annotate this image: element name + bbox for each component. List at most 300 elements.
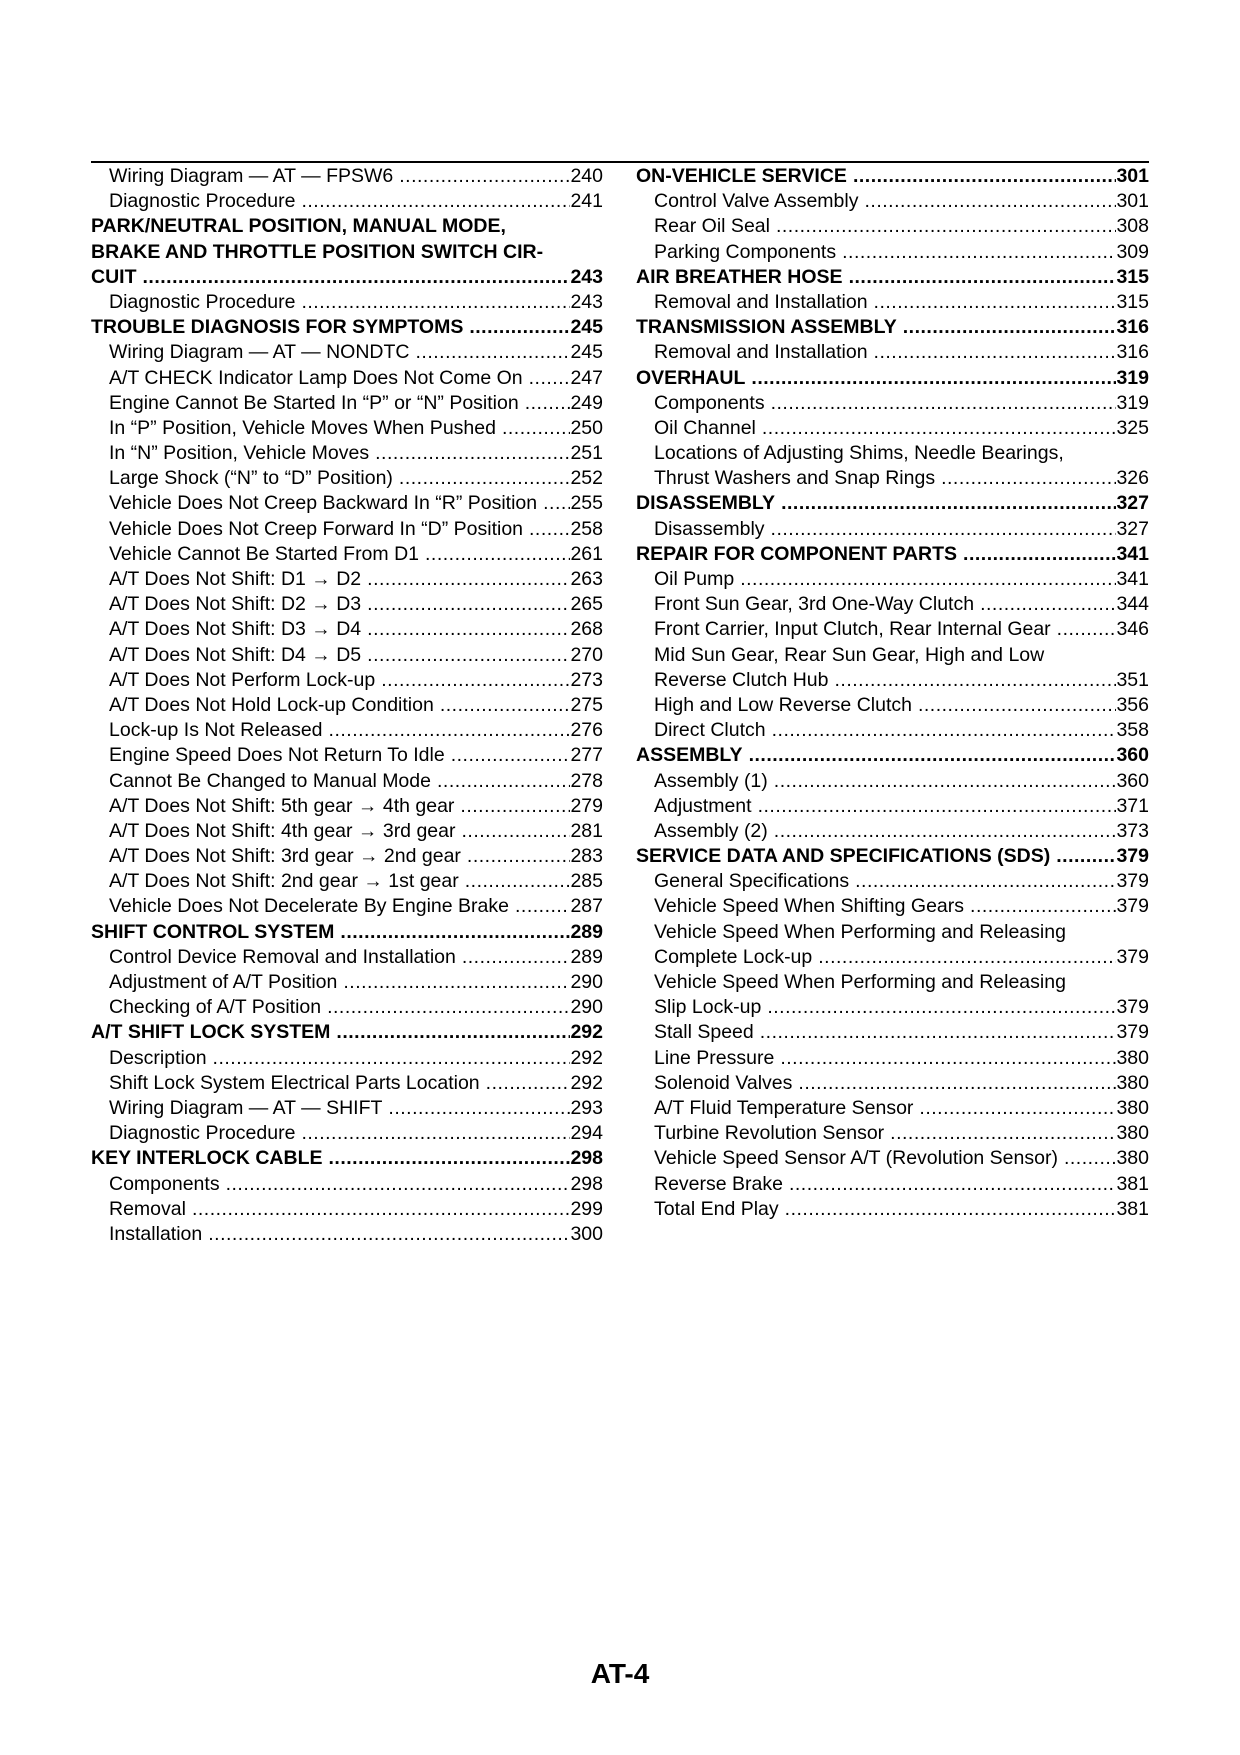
toc-entry[interactable] [91,366,603,391]
dot-leader [409,340,570,365]
toc-entry-title: ON-VEHICLE SERVICE [636,165,847,187]
toc-entry[interactable] [91,391,603,416]
toc-entry-title: Engine Cannot Be Started In “P” or “N” Position [109,391,519,414]
toc-page-number: 240 [570,165,603,187]
toc-entry[interactable] [636,995,1149,1020]
toc-entry-title: Reverse Brake [654,1172,783,1195]
toc-page-number: 289 [570,920,603,943]
toc-entry[interactable] [91,290,603,315]
toc-entry-title: Mid Sun Gear, Rear Sun Gear, High and Low [654,643,1045,666]
toc-entry-title: A/T Does Not Shift: D1 → D2 [109,568,362,590]
toc-page-number: 292 [570,1046,603,1069]
dot-leader [463,315,570,340]
toc-section-entry[interactable] [91,1020,603,1045]
toc-entry[interactable] [636,189,1149,214]
dot-leader [361,617,570,642]
toc-entry[interactable] [91,567,603,592]
toc-page-number: 316 [1116,316,1149,339]
toc-entry[interactable] [91,189,603,214]
toc-page-number: 308 [1116,215,1149,238]
toc-entry-title: Direct Clutch [654,719,766,742]
toc-page-number: 380 [1116,1122,1149,1145]
toc-page-number: 326 [1116,467,1149,490]
toc-entry-title: Slip Lock-up [654,996,762,1019]
toc-entry-continued [636,441,1149,466]
toc-entry[interactable] [636,1146,1149,1171]
toc-entry-title: Adjustment [654,794,752,817]
toc-entry-title: KEY INTERLOCK CABLE [91,1147,323,1170]
toc-entry-continued [636,920,1149,945]
toc-entry-title: High and Low Reverse Clutch [654,693,912,716]
toc-page-number: 270 [570,643,603,666]
toc-page-number: 249 [570,391,603,414]
toc-entry-title: Removal and Installation [654,290,868,313]
toc-page-number: 309 [1116,240,1149,263]
toc-page-number: 289 [570,945,603,968]
dot-leader [330,1020,570,1045]
dot-leader [849,869,1116,894]
toc-entry-title: OVERHAUL [636,366,746,389]
toc-entry[interactable] [91,819,603,844]
dot-leader [913,1096,1116,1121]
toc-section-entry[interactable] [636,491,1149,516]
toc-entry[interactable] [91,970,603,995]
toc-entry-title: A/T Does Not Perform Lock-up [109,668,376,691]
toc-page-number: 315 [1116,265,1149,288]
toc-entry[interactable] [636,240,1149,265]
toc-entry-title: BRAKE AND THROTTLE POSITION SWITCH CIR- [91,240,544,263]
toc-page-number: 247 [570,366,603,389]
toc-entry-title: Diagnostic Procedure [109,290,296,313]
dot-leader [1058,1146,1116,1171]
toc-entry[interactable] [636,592,1149,617]
toc-entry[interactable] [91,718,603,743]
toc-entry-title: Oil Pump [654,568,735,590]
dot-leader [912,693,1116,718]
toc-page-number: 252 [570,467,603,490]
toc-page-number: 300 [570,1222,603,1245]
toc-section-entry[interactable] [91,920,603,945]
toc-page-number: 301 [1116,190,1149,213]
toc-entry-title: Line Pressure [654,1046,775,1069]
toc-page-number: 346 [1116,618,1149,641]
toc-right-column [636,164,1149,1222]
toc-entry-title: A/T Does Not Hold Lock-up Condition [109,693,434,716]
dot-leader [461,844,571,869]
toc-entry[interactable] [636,1121,1149,1146]
toc-entry[interactable] [91,164,603,189]
toc-section-entry[interactable] [91,315,603,340]
dot-leader [745,366,1116,391]
toc-entry[interactable] [91,491,603,516]
toc-entry[interactable] [91,441,603,466]
toc-entry[interactable] [91,466,603,491]
dot-leader [1050,844,1116,869]
dot-leader [202,1222,570,1247]
dot-leader [509,894,570,919]
dot-leader [884,1121,1116,1146]
toc-entry-title: A/T Does Not Shift: D4 → D5 [109,643,362,666]
toc-entry-title: Total End Play [654,1197,779,1220]
toc-page-number: 243 [570,290,603,313]
toc-entry-title: In “N” Position, Vehicle Moves [109,442,370,465]
toc-page-number: 273 [570,668,603,691]
dot-leader [957,542,1116,567]
dot-leader [137,265,571,290]
dot-leader [459,869,571,894]
toc-section-entry[interactable] [91,265,603,290]
dot-leader [454,794,570,819]
toc-entry-title: Thrust Washers and Snap Rings [654,467,936,490]
toc-page-number: 299 [570,1197,603,1220]
toc-page-number: 298 [570,1147,603,1170]
toc-entry[interactable] [91,542,603,567]
toc-page-number: 255 [570,492,603,515]
toc-entry-title: Vehicle Does Not Decelerate By Engine Brake [109,895,509,918]
toc-entry[interactable] [91,894,603,919]
toc-entry-title: A/T Fluid Temperature Sensor [654,1096,914,1119]
dot-leader [843,265,1117,290]
toc-page-number: 287 [570,895,603,918]
toc-entry[interactable] [636,869,1149,894]
toc-entry-title: Engine Speed Does Not Return To Idle [109,744,445,767]
dot-leader [752,794,1117,819]
toc-entry[interactable] [636,1172,1149,1197]
toc-entry[interactable] [91,416,603,441]
toc-entry-title: AIR BREATHER HOSE [636,265,843,288]
toc-section-entry[interactable] [91,1146,603,1171]
dot-leader [523,366,571,391]
toc-page-number: 276 [570,719,603,742]
toc-entry[interactable] [636,945,1149,970]
dot-leader [361,643,570,668]
toc-entry-title: ASSEMBLY [636,744,743,767]
toc-entry-title: TROUBLE DIAGNOSIS FOR SYMPTOMS [91,316,464,339]
toc-page-number: 380 [1116,1147,1149,1170]
dot-leader [393,466,571,491]
toc-page-number: 380 [1116,1071,1149,1094]
toc-page-number: 380 [1116,1046,1149,1069]
toc-entry[interactable] [636,1020,1149,1045]
toc-page-number: 315 [1116,290,1149,313]
toc-entry-title: Installation [109,1222,203,1245]
toc-page-number: 285 [570,870,603,893]
toc-entry-title: Control Valve Assembly [654,190,859,213]
toc-entry[interactable] [636,466,1149,491]
toc-entry-title: REPAIR FOR COMPONENT PARTS [636,542,958,565]
toc-entry-title: Removal [109,1197,186,1220]
dot-leader [323,1146,571,1171]
toc-page-number: 380 [1116,1096,1149,1119]
dot-leader [337,970,570,995]
toc-page-number: 298 [570,1172,603,1195]
toc-entry-title: Wiring Diagram — AT — SHIFT [109,1096,383,1119]
toc-entry-title: CUIT [91,265,137,288]
toc-page-number: 381 [1116,1197,1149,1220]
toc-entry[interactable] [91,844,603,869]
toc-section-entry[interactable] [636,844,1149,869]
dot-leader [220,1172,571,1197]
toc-entry-title: Vehicle Speed When Shifting Gears [654,895,965,918]
toc-entry[interactable] [636,416,1149,441]
dot-leader [434,693,571,718]
toc-entry[interactable] [91,1197,603,1222]
toc-page-number: 279 [570,794,603,817]
toc-page-number: 381 [1116,1172,1149,1195]
toc-entry[interactable] [636,668,1149,693]
toc-entry-title: A/T SHIFT LOCK SYSTEM [91,1021,331,1044]
toc-page-number: 275 [570,693,603,716]
toc-entry[interactable] [636,894,1149,919]
toc-entry-title: Control Device Removal and Installation [109,945,456,968]
toc-entry[interactable] [636,391,1149,416]
dot-leader [836,240,1116,265]
dot-leader [321,995,570,1020]
toc-entry-title: Stall Speed [654,1021,754,1044]
toc-entry-title: DISASSEMBLY [636,492,776,515]
dot-leader [323,718,571,743]
toc-entry[interactable] [636,567,1149,592]
toc-entry[interactable] [91,1172,603,1197]
toc-entry-title: Vehicle Cannot Be Started From D1 [109,542,419,565]
dot-leader [519,391,571,416]
toc-entry-title: TRANSMISSION ASSEMBLY [636,316,897,339]
toc-page-number: 245 [570,341,603,364]
toc-entry-title: Components [654,391,765,414]
dot-leader [770,214,1116,239]
toc-entry-title: SHIFT CONTROL SYSTEM [91,920,335,943]
toc-page-number: 327 [1116,517,1149,540]
dot-leader [754,1020,1117,1045]
toc-entry[interactable] [91,869,603,894]
toc-entry-title: Vehicle Does Not Creep Backward In “R” Position [109,492,538,515]
toc-page-number: 283 [570,845,603,868]
toc-page-number: 294 [570,1122,603,1145]
toc-entry-title: Reverse Clutch Hub [654,668,829,691]
toc-entry[interactable] [636,718,1149,743]
toc-page-number: 371 [1116,794,1149,817]
toc-section-entry[interactable] [636,743,1149,768]
toc-entry[interactable] [91,945,603,970]
toc-entry[interactable] [636,1046,1149,1071]
dot-leader [186,1197,571,1222]
dot-leader [361,567,570,592]
toc-entry-title: A/T Does Not Shift: 4th gear → 3rd gear [109,819,456,842]
toc-page-number: 373 [1116,819,1149,842]
toc-page-number: 316 [1116,341,1149,364]
toc-entry-title: A/T Does Not Shift: D3 → D4 [109,618,362,641]
toc-entry[interactable] [91,1071,603,1096]
dot-leader [868,340,1117,365]
toc-entry[interactable] [636,617,1149,642]
dot-leader [792,1071,1116,1096]
toc-entry[interactable] [91,794,603,819]
dot-leader [431,769,570,794]
dot-leader [858,189,1116,214]
toc-entry-title: Diagnostic Procedure [109,1122,296,1145]
toc-page-number: 327 [1116,492,1149,515]
toc-entry[interactable] [91,743,603,768]
toc-entry[interactable] [636,1197,1149,1222]
toc-entry-continued [91,214,603,239]
dot-leader [868,290,1117,315]
toc-entry[interactable] [91,617,603,642]
toc-entry-title: Components [109,1172,220,1195]
dot-leader [765,391,1117,416]
toc-entry[interactable] [636,214,1149,239]
dot-leader [480,1071,571,1096]
toc-section-entry[interactable] [636,366,1149,391]
toc-page-number: 325 [1116,416,1149,439]
toc-section-entry[interactable] [636,542,1149,567]
toc-entry-title: Vehicle Speed When Performing and Releasing [654,971,1066,993]
toc-entry-title: Parking Components [654,240,837,263]
toc-entry-title: Diagnostic Procedure [109,190,296,213]
dot-leader [445,743,571,768]
page-number: AT-4 [590,1658,650,1689]
toc-page-number: 243 [570,265,603,288]
toc-entry[interactable] [636,769,1149,794]
dot-leader [774,1046,1116,1071]
toc-page-number: 379 [1116,895,1149,918]
dot-leader [768,819,1117,844]
toc-page-number: 379 [1116,945,1149,968]
dot-leader [768,769,1117,794]
toc-entry-title: General Specifications [654,870,850,893]
toc-entry-title: Solenoid Valves [654,1071,793,1094]
toc-page-number: 251 [570,442,603,465]
toc-page-number: 278 [570,769,603,792]
dot-leader [779,1197,1117,1222]
toc-page-number: 277 [570,744,603,767]
dot-leader [829,668,1117,693]
dot-leader [295,290,570,315]
toc-entry-title: Adjustment of A/T Position [109,971,338,993]
toc-entry[interactable] [91,769,603,794]
toc-entry-title: Wiring Diagram — AT — FPSW6 [109,165,394,187]
toc-entry[interactable] [91,1121,603,1146]
toc-page-number: 245 [570,316,603,339]
dot-leader [734,567,1116,592]
toc-entry-continued [636,643,1149,668]
toc-page-number: 301 [1116,165,1149,187]
toc-entry[interactable] [91,1222,603,1247]
dot-leader [974,592,1116,617]
toc-entry-title: Vehicle Speed When Performing and Releasing [654,920,1066,943]
toc-section-entry[interactable] [636,315,1149,340]
toc-entry-title: Cannot Be Changed to Manual Mode [109,769,431,792]
dot-leader [455,819,570,844]
toc-entry-title: A/T Does Not Shift: D2 → D3 [109,593,362,616]
toc-entry-title: Rear Oil Seal [654,215,770,238]
toc-entry[interactable] [91,1046,603,1071]
dot-leader [765,517,1117,542]
toc-page-number: 290 [570,996,603,1019]
toc-entry[interactable] [91,592,603,617]
toc-entry-title: Checking of A/T Position [109,996,322,1019]
toc-page-number: 319 [1116,391,1149,414]
toc-left-column [91,164,603,1247]
toc-entry-title: Disassembly [654,517,765,540]
toc-page-number: 292 [570,1021,603,1044]
toc-entry-title: Oil Channel [654,416,756,439]
dot-leader [812,945,1116,970]
header-rule [91,161,1149,163]
toc-page-number: 360 [1116,769,1149,792]
toc-entry[interactable] [636,693,1149,718]
toc-entry[interactable] [636,290,1149,315]
toc-entry-title: Description [109,1046,207,1069]
toc-entry-title: Assembly (1) [654,769,768,792]
toc-entry[interactable] [91,517,603,542]
toc-entry-title: SERVICE DATA AND SPECIFICATIONS (SDS) [636,845,1051,868]
toc-entry-title: Large Shock (“N” to “D” Position) [109,467,393,490]
toc-page-number: 319 [1116,366,1149,389]
dot-leader [766,718,1117,743]
dot-leader [756,416,1117,441]
toc-page-number: 258 [570,517,603,540]
dot-leader [295,1121,570,1146]
toc-entry-title: A/T CHECK Indicator Lamp Does Not Come On [109,366,523,389]
toc-entry[interactable] [91,995,603,1020]
toc-page-number: 250 [570,416,603,439]
toc-entry[interactable] [91,668,603,693]
toc-section-entry[interactable] [636,265,1149,290]
dot-leader [761,995,1116,1020]
toc-entry-continued [636,970,1149,995]
toc-entry[interactable] [91,643,603,668]
dot-leader [847,164,1117,189]
dot-leader [783,1172,1116,1197]
toc-entry-title: Vehicle Speed Sensor A/T (Revolution Sensor) [654,1147,1058,1170]
toc-entry-title: A/T Does Not Shift: 5th gear → 4th gear [109,794,455,817]
toc-page-number: 293 [570,1096,603,1119]
toc-entry[interactable] [636,517,1149,542]
toc-entry-title: PARK/NEUTRAL POSITION, MANUAL MODE, [91,215,506,238]
dot-leader [375,668,570,693]
dot-leader [496,416,571,441]
toc-section-entry[interactable] [636,164,1149,189]
toc-page-number: 379 [1116,845,1149,868]
toc-entry-continued [91,240,603,265]
toc-page-number: 360 [1116,744,1149,767]
toc-page-number: 341 [1116,542,1149,565]
toc-entry[interactable] [636,794,1149,819]
toc-entry-title: Wiring Diagram — AT — NONDTC [109,341,410,364]
dot-leader [743,743,1117,768]
dot-leader [334,920,570,945]
toc-page-number: 379 [1116,996,1149,1019]
toc-entry-title: A/T Does Not Shift: 2nd gear → 1st gear [109,870,459,893]
toc-page-number: 290 [570,971,603,993]
toc-page-number: 261 [570,542,603,565]
dot-leader [295,189,570,214]
toc-page-number: 268 [570,618,603,641]
toc-entry[interactable] [91,693,603,718]
toc-entry[interactable] [636,1096,1149,1121]
toc-entry[interactable] [636,340,1149,365]
toc-page-number: 351 [1116,668,1149,691]
dot-leader [382,1096,570,1121]
toc-page-number: 358 [1116,719,1149,742]
toc-entry[interactable] [636,1071,1149,1096]
toc-entry[interactable] [91,340,603,365]
toc-entry-title: Front Sun Gear, 3rd One-Way Clutch [654,593,975,616]
toc-entry[interactable] [91,1096,603,1121]
dot-leader [935,466,1116,491]
dot-leader [369,441,570,466]
toc-entry[interactable] [636,819,1149,844]
